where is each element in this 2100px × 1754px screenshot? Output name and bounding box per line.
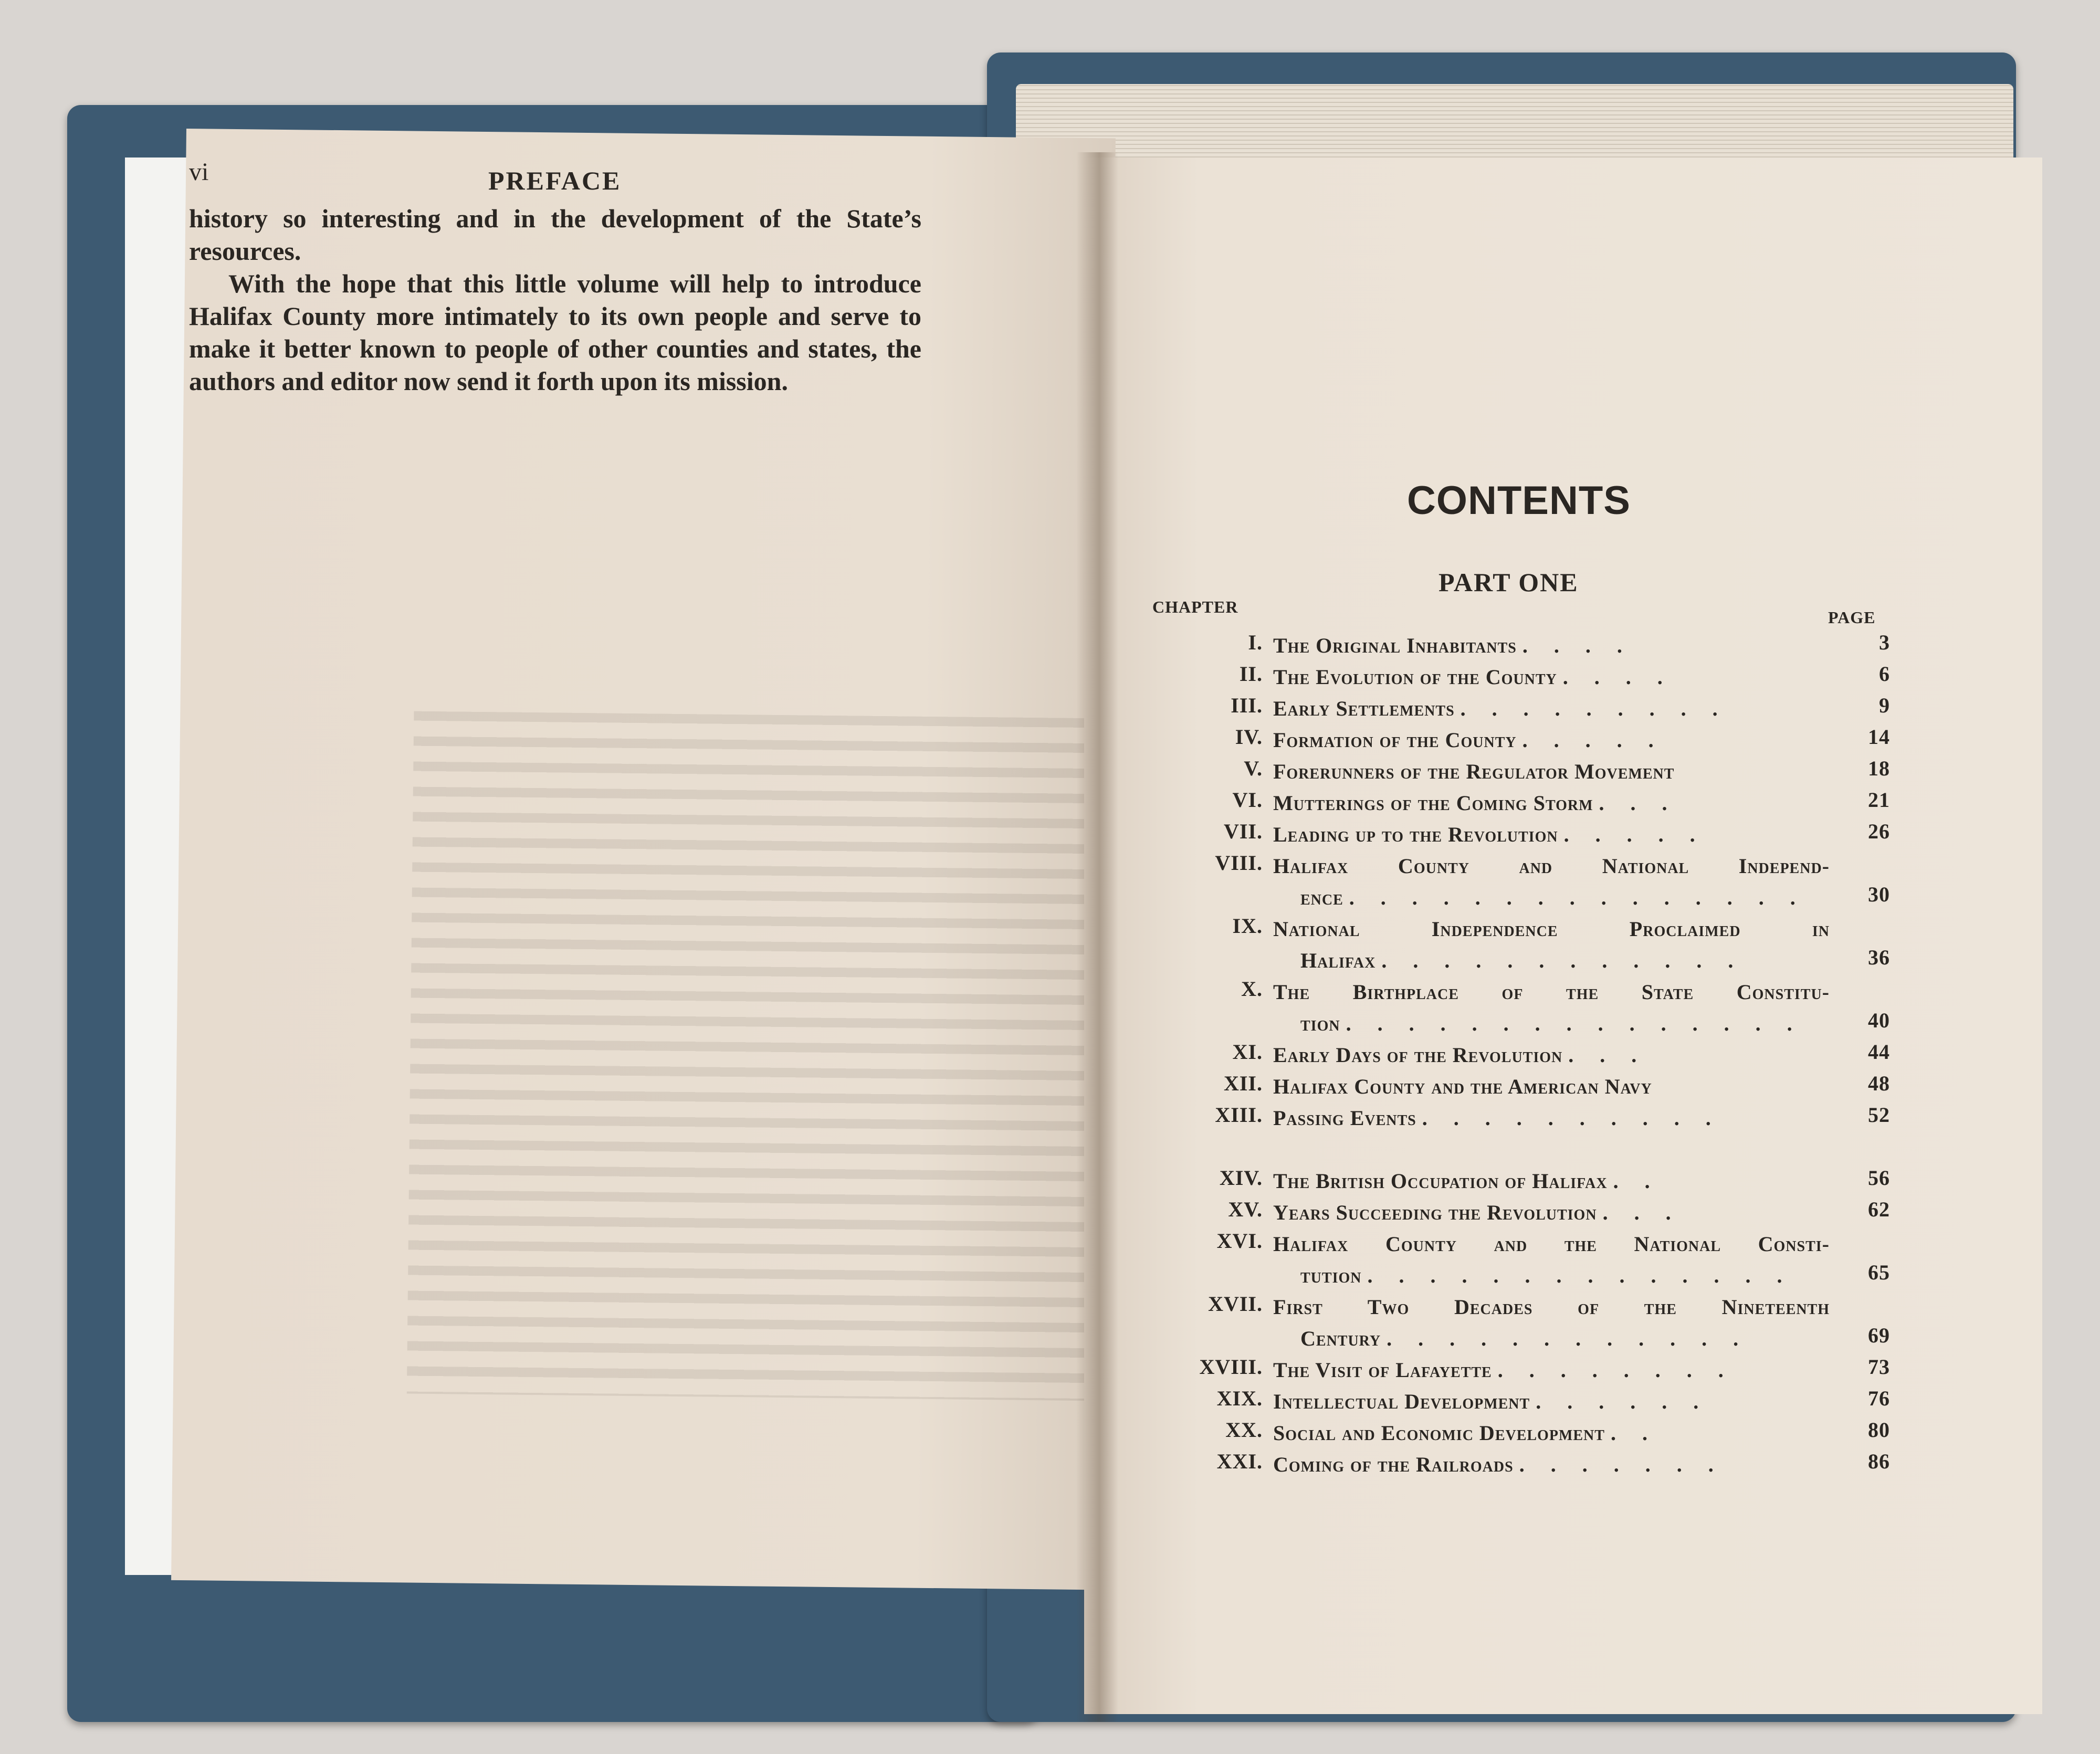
page-ref: 80 bbox=[1868, 1418, 1890, 1442]
toc-entry bbox=[1144, 1417, 1890, 1449]
chapter-title-continued: ence bbox=[1300, 886, 1343, 909]
toc-entry bbox=[1144, 630, 1890, 661]
chapter-number: II. bbox=[1239, 662, 1263, 686]
leader-dots: . . . bbox=[1602, 1201, 1682, 1224]
toc-entry bbox=[1144, 1386, 1890, 1417]
contents-title: CONTENTS bbox=[1407, 478, 1631, 523]
page-ref: 14 bbox=[1868, 725, 1890, 749]
chapter-number: XVIII. bbox=[1199, 1355, 1263, 1379]
leader-dots: . . . . . . . . . . . . . . . bbox=[1346, 1012, 1803, 1035]
leader-dots: . . . . . . . . . . bbox=[1422, 1106, 1721, 1130]
chapter-title: The Original Inhabitants bbox=[1273, 634, 1517, 657]
toc-entry bbox=[1144, 1071, 1890, 1102]
leader-dots: . . . . . bbox=[1563, 823, 1706, 846]
chapter-column-header: CHAPTER bbox=[1152, 597, 1238, 616]
chapter-number: XIII. bbox=[1215, 1103, 1263, 1127]
chapter-title: Formation of the County bbox=[1273, 728, 1517, 752]
toc-entry bbox=[1144, 1039, 1890, 1071]
leader-dots: . . . . . . . . . . . . . . . bbox=[1349, 886, 1806, 909]
chapter-title-continued: tion bbox=[1300, 1012, 1340, 1035]
chapter-number: VIII. bbox=[1215, 851, 1263, 875]
chapter-number: XIV. bbox=[1219, 1166, 1263, 1190]
chapter-title: National Independence Proclaimed in bbox=[1273, 917, 1830, 941]
chapter-title: Halifax County and the American Navy bbox=[1273, 1075, 1652, 1098]
leader-dots: . . . . . . . . . bbox=[1460, 697, 1728, 720]
toc-entry bbox=[1144, 724, 1890, 756]
leader-dots: . . . . . . . bbox=[1519, 1453, 1724, 1476]
leader-dots: . . . . . . . . . . . . bbox=[1381, 949, 1744, 972]
chapter-title: Intellectual Development bbox=[1273, 1390, 1530, 1413]
page-ref: 36 bbox=[1868, 946, 1890, 969]
part-title: PART ONE bbox=[1438, 568, 1579, 597]
toc-entry bbox=[1144, 1102, 1890, 1134]
chapter-title: Coming of the Railroads bbox=[1273, 1453, 1514, 1476]
chapter-number: IX. bbox=[1232, 914, 1263, 938]
page-ref: 69 bbox=[1868, 1324, 1890, 1347]
page-number: vi bbox=[189, 158, 209, 186]
leader-dots: . . . . bbox=[1562, 665, 1673, 689]
toc-entry bbox=[1144, 1291, 1890, 1354]
chapter-title: Halifax County and National Independ- bbox=[1273, 854, 1830, 878]
toc-entry bbox=[1144, 976, 1890, 1039]
chapter-title: First Two Decades of the Nineteenth bbox=[1273, 1295, 1830, 1319]
page-column-header: PAGE bbox=[1828, 608, 1876, 627]
toc-entry bbox=[1144, 1449, 1890, 1480]
chapter-number: V. bbox=[1244, 757, 1263, 780]
chapter-number: VI. bbox=[1232, 788, 1263, 812]
toc-entry bbox=[1144, 787, 1890, 819]
page-ref: 76 bbox=[1868, 1387, 1890, 1410]
toc-entry bbox=[1144, 819, 1890, 850]
chapter-title: The British Occupation of Halifax bbox=[1273, 1169, 1608, 1193]
chapter-number: XVII. bbox=[1208, 1292, 1263, 1316]
toc-entry bbox=[1144, 756, 1890, 787]
leader-dots: . . . . . . . . . . . . bbox=[1387, 1327, 1749, 1350]
chapter-number: XX. bbox=[1225, 1418, 1263, 1442]
toc-entry bbox=[1144, 1197, 1890, 1228]
chapter-title: Social and Economic Development bbox=[1273, 1421, 1605, 1445]
chapter-title: Halifax County and the National Consti- bbox=[1273, 1232, 1830, 1256]
page-ref: 44 bbox=[1868, 1040, 1890, 1064]
bleed-through-text bbox=[407, 711, 1107, 1401]
preface-paragraph-2: With the hope that this little volume will help to introduce Halifax County more intimately to its own people and serve to make it better known to people of other counties and states, the authors and editor now send it forth upon its mission. bbox=[189, 269, 921, 396]
chapter-number: X. bbox=[1241, 977, 1263, 1001]
chapter-number: XII. bbox=[1223, 1072, 1263, 1095]
page-ref: 52 bbox=[1868, 1103, 1890, 1127]
chapter-title: Early Days of the Revolution bbox=[1273, 1043, 1563, 1067]
chapter-title-continued: Halifax bbox=[1300, 949, 1376, 972]
leader-dots: . . . . . . . . bbox=[1497, 1358, 1734, 1382]
chapter-title: The Evolution of the County bbox=[1273, 665, 1557, 689]
book-gutter bbox=[1076, 152, 1118, 1722]
chapter-title: Mutterings of the Coming Storm bbox=[1273, 791, 1593, 815]
page-ref: 21 bbox=[1868, 788, 1890, 812]
page-ref: 65 bbox=[1868, 1261, 1890, 1284]
chapter-number: XVI. bbox=[1216, 1229, 1263, 1253]
preface-paragraph-1: history so interesting and in the development of the State’s resources. bbox=[189, 204, 921, 266]
chapter-title-continued: tution bbox=[1300, 1264, 1362, 1287]
page-ref: 9 bbox=[1879, 694, 1890, 717]
chapter-number: XXI. bbox=[1216, 1450, 1263, 1473]
chapter-title: The Visit of Lafayette bbox=[1273, 1358, 1492, 1382]
leader-dots: . . . . . bbox=[1522, 728, 1664, 752]
leader-dots: . . bbox=[1613, 1169, 1661, 1193]
page-ref: 3 bbox=[1879, 631, 1890, 654]
page-ref: 56 bbox=[1868, 1166, 1890, 1190]
toc-entry bbox=[1144, 850, 1890, 913]
leader-dots: . . bbox=[1610, 1421, 1658, 1445]
chapter-title: Early Settlements bbox=[1273, 697, 1455, 720]
leader-dots: . . . bbox=[1568, 1043, 1647, 1067]
toc-entry bbox=[1144, 1228, 1890, 1291]
chapter-title: Leading up to the Revolution bbox=[1273, 823, 1558, 846]
chapter-number: XV. bbox=[1228, 1198, 1263, 1221]
page-ref: 62 bbox=[1868, 1198, 1890, 1221]
running-head: PREFACE bbox=[488, 166, 622, 195]
table-of-contents bbox=[1144, 630, 1890, 1480]
page-ref: 6 bbox=[1879, 662, 1890, 686]
toc-entry bbox=[1144, 1165, 1890, 1197]
page-ref: 48 bbox=[1868, 1072, 1890, 1095]
chapter-title: Passing Events bbox=[1273, 1106, 1416, 1130]
chapter-number: XI. bbox=[1232, 1040, 1263, 1064]
chapter-number: I. bbox=[1248, 631, 1263, 654]
chapter-title: Forerunners of the Regulator Movement bbox=[1273, 760, 1675, 783]
leader-dots: . . . . . . bbox=[1536, 1390, 1709, 1413]
chapter-number: III. bbox=[1231, 694, 1263, 717]
toc-entry bbox=[1144, 913, 1890, 976]
leader-dots: . . . bbox=[1599, 791, 1678, 815]
page-ref: 30 bbox=[1868, 883, 1890, 906]
page-ref: 26 bbox=[1868, 820, 1890, 843]
chapter-number: IV. bbox=[1235, 725, 1263, 749]
leader-dots: . . . . . . . . . . . . . . bbox=[1367, 1264, 1793, 1287]
toc-entry bbox=[1144, 1354, 1890, 1386]
chapter-title: The Birthplace of the State Constitu- bbox=[1273, 980, 1830, 1004]
toc-entry bbox=[1144, 661, 1890, 693]
chapter-title-continued: Century bbox=[1300, 1327, 1381, 1350]
preface-text bbox=[189, 202, 921, 397]
chapter-title: Years Succeeding the Revolution bbox=[1273, 1201, 1597, 1224]
chapter-number: VII. bbox=[1223, 820, 1263, 843]
leader-dots: . . . . bbox=[1522, 634, 1633, 657]
page-ref: 73 bbox=[1868, 1355, 1890, 1379]
page-ref: 86 bbox=[1868, 1450, 1890, 1473]
toc-entry bbox=[1144, 693, 1890, 724]
chapter-number: XIX. bbox=[1216, 1387, 1263, 1410]
page-ref: 40 bbox=[1868, 1009, 1890, 1032]
page-ref: 18 bbox=[1868, 757, 1890, 780]
